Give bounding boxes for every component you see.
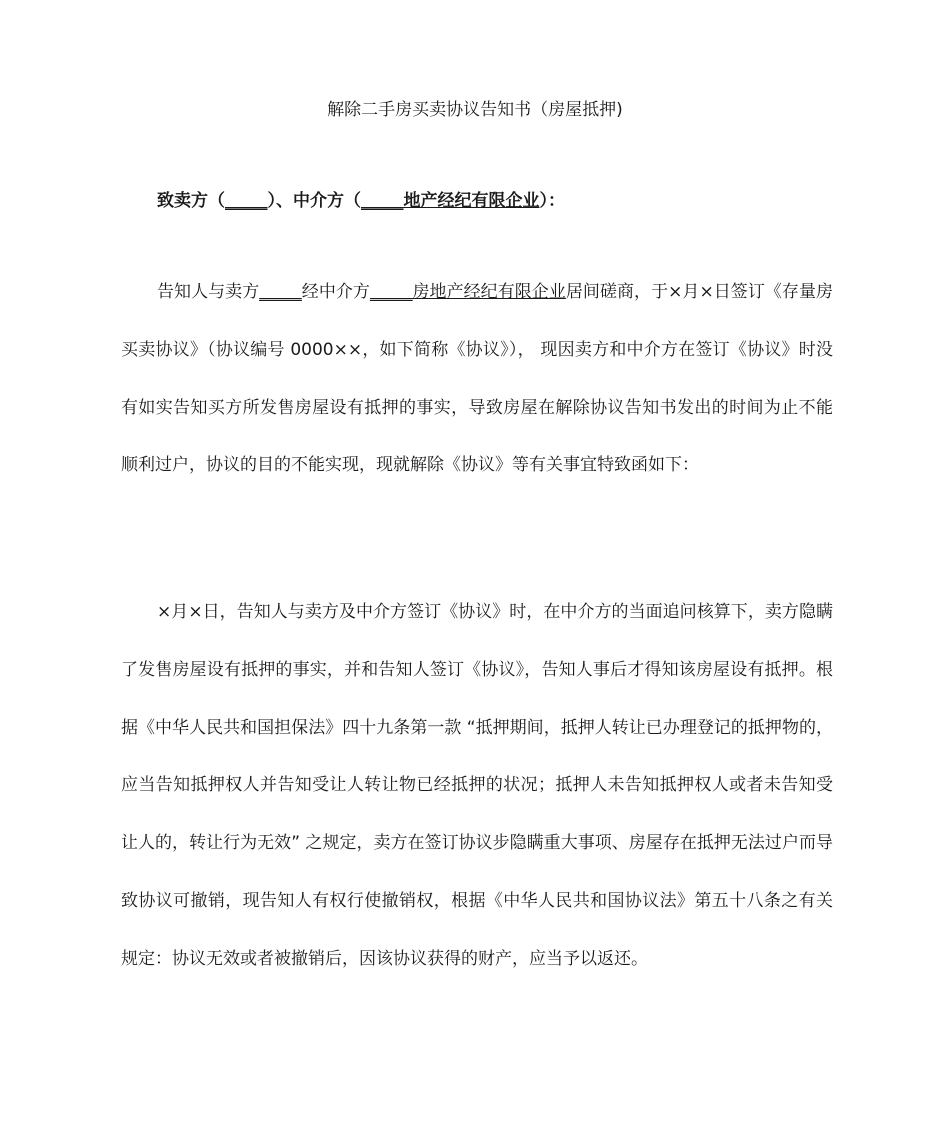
seller-blank: _____ xyxy=(225,191,268,211)
p1-agent-name: _____房地产经纪有限企业 xyxy=(369,282,566,302)
document-title: 解除二手房买卖协议告知书（房屋抵押) xyxy=(327,100,623,120)
paragraph-notice xyxy=(121,264,833,495)
paragraph-facts: ×月×日，告知人与卖方及中介方签订《协议》时，在中介方的当面追问核算下，卖方隐瞒了发售房屋设有抵押的事实，并和告知人签订《协议》，告知人事后才得知该房屋设有抵押。根据《中华人民共和国担保法》四十九条第一款 “抵押期间，抵押人转让已办理登记的抵押物的，应当告知抵押权人并告知受让人转让物已经抵押的状况；抵押人未告知抵押权人或者未告知受让人的，转让行为无效” 之规定，卖方在签订协议步隐瞒重大事项、房屋存在抵押无法过户而导致协议可撤销，现告知人有权行使撤销权，根据《中华人民共和国协议法》第五十八条之有关规定：协议无效或者被撤销后，因该协议获得的财产，应当予以返还。 xyxy=(121,602,833,969)
p1-seller-blank: _____ xyxy=(259,282,302,302)
addressee-line xyxy=(157,188,857,214)
p1-part2: 经中介方 xyxy=(301,282,370,302)
p1-part3: 居间磋商，于×月×日签订《存量房买卖协议》（协议编号 0000××，如下简称《协议》）， 现因卖方和中介方在签订《协议》时没有如实告知买方所发售房屋设有抵押的事实，导致房屋在解除协议告知书发出的时间为止不能顺利过户，协议的目的不能实现，现就解除《协议》等有关事宜特致函如下： xyxy=(121,282,834,476)
addressee-middle: ）、中介方（ xyxy=(267,191,361,211)
p1-part1: 告知人与卖方 xyxy=(157,282,260,302)
addressee-prefix: 致卖方（ xyxy=(157,191,225,211)
addressee-suffix: ）： xyxy=(539,191,565,211)
agent-name: _____地产经纪有限企业 xyxy=(361,191,540,211)
